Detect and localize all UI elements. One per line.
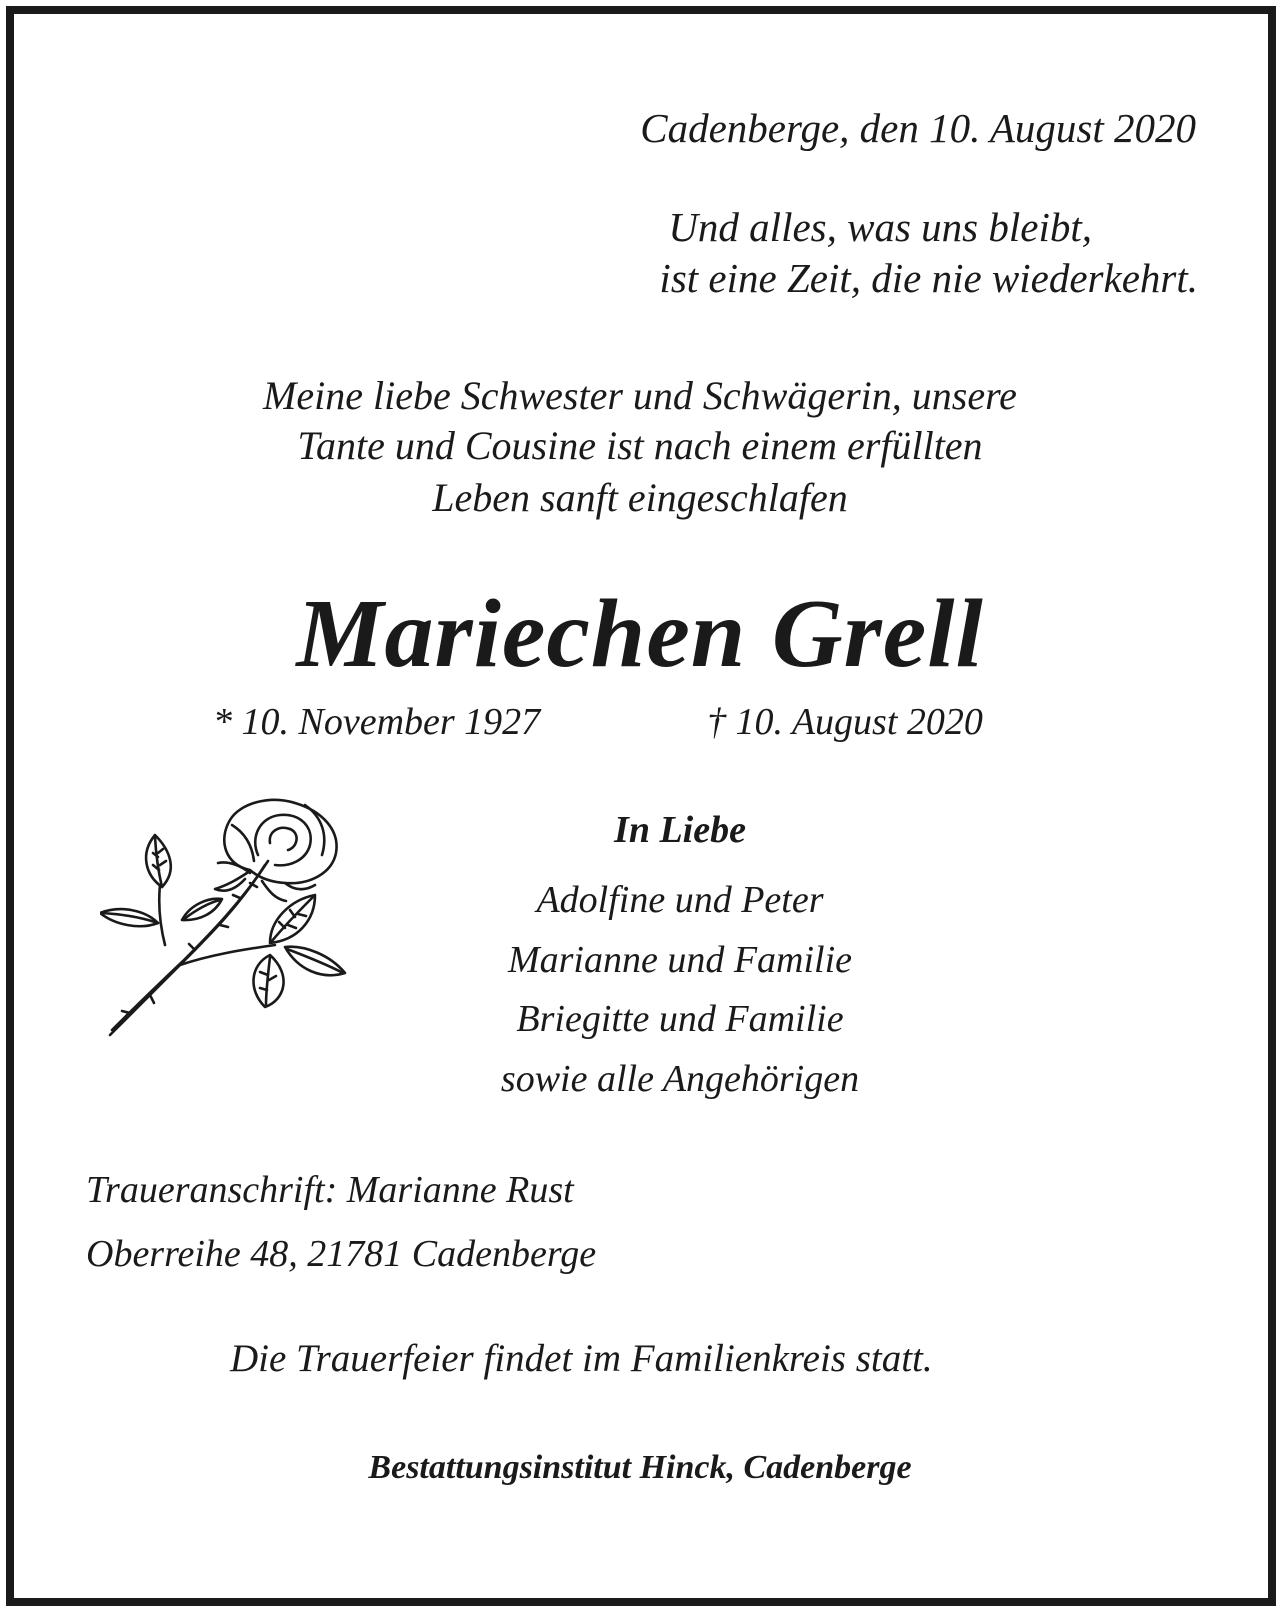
- death-date: † 10. August 2020: [707, 701, 983, 743]
- mourners-heading: In Liebe: [614, 809, 746, 851]
- mourner-line: Briegitte und Familie: [516, 998, 844, 1040]
- mourning-address-street: Oberreihe 48, 21781 Cadenberge: [86, 1233, 597, 1275]
- quote-line-1: Und alles, was uns bleibt,: [668, 204, 1092, 250]
- mourner-line: sowie alle Angehörigen: [500, 1058, 860, 1100]
- intro-line-2: Tante und Cousine ist nach einem erfüllten: [297, 423, 983, 468]
- deceased-name: Mariechen Grell: [296, 580, 984, 688]
- quote-line-2: ist eine Zeit, die nie wiederkehrt.: [659, 255, 1198, 301]
- mourner-line: Marianne und Familie: [507, 939, 853, 981]
- intro-line-1: Meine liebe Schwester und Schwägerin, unsere: [263, 373, 1017, 418]
- mourning-address-name: Traueranschrift: Marianne Rust: [86, 1169, 574, 1211]
- intro-line-3: Leben sanft eingeschlafen: [432, 475, 848, 520]
- rose-icon: [100, 795, 360, 1065]
- place-date: Cadenberge, den 10. August 2020: [640, 105, 1196, 151]
- birth-date: * 10. November 1927: [213, 701, 541, 743]
- ceremony-note: Die Trauerfeier findet im Familienkreis statt.: [230, 1337, 933, 1380]
- undertaker-name: Bestattungsinstitut Hinck, Cadenberge: [368, 1449, 912, 1486]
- mourner-line: Adolfine und Peter: [536, 879, 824, 921]
